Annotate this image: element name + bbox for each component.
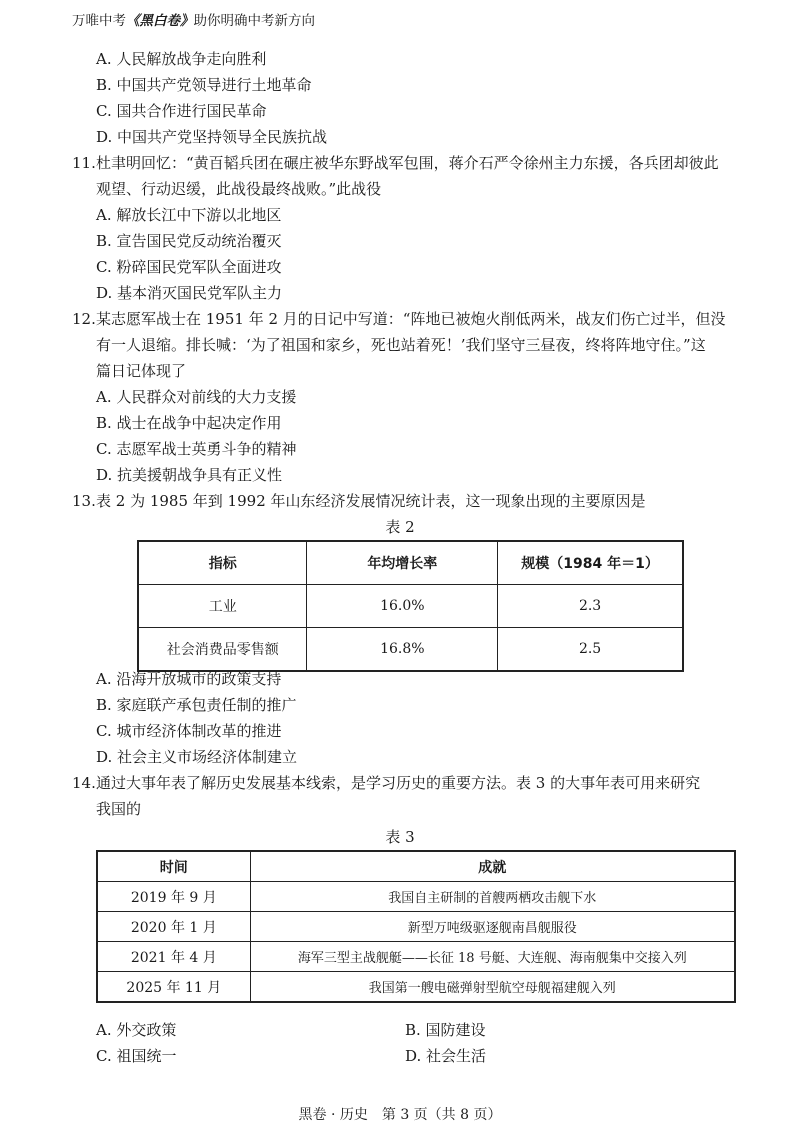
- table3-caption: 表 3: [385, 828, 415, 846]
- table2-cell: 社会消费品零售额: [138, 628, 307, 672]
- table2-cell: 工业: [138, 585, 307, 628]
- q10-option-d[interactable]: D. 中国共产党坚持领导全民族抗战: [96, 128, 328, 146]
- table2-cell: 2.5: [498, 628, 683, 672]
- q12-stem-line2: 有一人退缩。排长喊：‘为了祖国和家乡，死也站着死！’我们坚守三昼夜，终将阵地守住。”这: [96, 336, 706, 354]
- table3-cell: 2025 年 11 月: [97, 972, 250, 1003]
- page-footer: 黑卷 · 历史 第 3 页（共 8 页）: [298, 1107, 502, 1123]
- q12-stem: [72, 309, 725, 329]
- q11-option-a[interactable]: A. 解放长江中下游以北地区: [96, 206, 282, 224]
- q11-option-c[interactable]: C. 粉碎国民党军队全面进攻: [96, 258, 282, 276]
- q14-number: 14.: [72, 774, 96, 792]
- table3-cell: 我国第一艘电磁弹射型航空母舰福建舰入列: [250, 972, 735, 1003]
- table3-header-time: 时间: [97, 851, 250, 882]
- q13-option-d[interactable]: D. 社会主义市场经济体制建立: [96, 748, 298, 766]
- q12-option-c[interactable]: C. 志愿军战士英勇斗争的精神: [96, 440, 297, 458]
- table-row: [97, 882, 735, 912]
- table2-cell: 2.3: [498, 585, 683, 628]
- q11-option-b[interactable]: B. 宣告国民党反动统治覆灭: [96, 232, 282, 250]
- page-header: [72, 9, 315, 29]
- table2-header-growth: 年均增长率: [307, 541, 498, 585]
- q14-option-a[interactable]: A. 外交政策: [96, 1021, 177, 1039]
- header-prefix: 万唯中考: [72, 13, 126, 29]
- table-row: [138, 585, 683, 628]
- q12-number: 12.: [72, 310, 96, 328]
- q13-option-b[interactable]: B. 家庭联产承包责任制的推广: [96, 696, 297, 714]
- header-suffix: 助你明确中考新方向: [193, 13, 315, 29]
- q11-option-d[interactable]: D. 基本消灭国民党军队主力: [96, 284, 283, 302]
- table-row: [97, 942, 735, 972]
- q14-stem: [72, 773, 700, 793]
- table-row: [97, 972, 735, 1003]
- q14-option-c[interactable]: C. 祖国统一: [96, 1047, 177, 1065]
- q11-stem-line2: 观望、行动迟缓，此战役最终战败。”此战役: [96, 180, 382, 198]
- table2-header-row: [138, 541, 683, 585]
- q12-stem-line3: 篇日记体现了: [96, 362, 187, 380]
- q11-number: 11.: [72, 154, 96, 172]
- q14-option-b[interactable]: B. 国防建设: [405, 1021, 486, 1039]
- q10-option-a[interactable]: A. 人民解放战争走向胜利: [96, 50, 267, 68]
- table3-cell: 2020 年 1 月: [97, 912, 250, 942]
- table2-cell: 16.8%: [307, 628, 498, 672]
- table3: [96, 850, 736, 1003]
- q10-option-b[interactable]: B. 中国共产党领导进行土地革命: [96, 76, 312, 94]
- q14-stem-line2: 我国的: [96, 800, 142, 818]
- q13-option-c[interactable]: C. 城市经济体制改革的推进: [96, 722, 282, 740]
- table3-cell: 海军三型主战舰艇——长征 18 号艇、大连舰、海南舰集中交接入列: [250, 942, 735, 972]
- table3-cell: 我国自主研制的首艘两栖攻击舰下水: [250, 882, 735, 912]
- table2-caption: 表 2: [385, 518, 415, 536]
- q11-stem-line1: 杜聿明回忆：“黄百韬兵团在碾庄被华东野战军包围，蒋介石严令徐州主力东援，各兵团却彼此: [96, 154, 719, 172]
- table-row: [138, 628, 683, 672]
- q13-stem-text: 表 2 为 1985 年到 1992 年山东经济发展情况统计表，这一现象出现的主要原因是: [96, 492, 646, 510]
- q13-option-a[interactable]: A. 沿海开放城市的政策支持: [96, 670, 282, 688]
- q12-stem-line1: 某志愿军战士在 1951 年 2 月的日记中写道：“阵地已被炮火削低两米，战友们伤亡过半，但没: [96, 310, 726, 328]
- table-row: [97, 912, 735, 942]
- table2-header-indicator: 指标: [138, 541, 307, 585]
- q12-option-d[interactable]: D. 抗美援朝战争具有正义性: [96, 466, 283, 484]
- header-brand: 《黑白卷》: [126, 13, 194, 29]
- table2-header-scale: 规模（1984 年＝1）: [498, 541, 683, 585]
- table3-cell: 2019 年 9 月: [97, 882, 250, 912]
- q13-stem: [72, 491, 646, 511]
- q11-stem: [72, 153, 719, 173]
- q14-option-d[interactable]: D. 社会生活: [405, 1047, 487, 1065]
- q14-stem-line1: 通过大事年表了解历史发展基本线索，是学习历史的重要方法。表 3 的大事年表可用来研究: [96, 774, 701, 792]
- table2: [137, 540, 684, 672]
- q10-option-c[interactable]: C. 国共合作进行国民革命: [96, 102, 267, 120]
- table3-cell: 2021 年 4 月: [97, 942, 250, 972]
- table3-cell: 新型万吨级驱逐舰南昌舰服役: [250, 912, 735, 942]
- q13-number: 13.: [72, 492, 96, 510]
- table3-header-achievement: 成就: [250, 851, 735, 882]
- q12-option-b[interactable]: B. 战士在战争中起决定作用: [96, 414, 282, 432]
- table2-cell: 16.0%: [307, 585, 498, 628]
- table3-header-row: [97, 851, 735, 882]
- q12-option-a[interactable]: A. 人民群众对前线的大力支援: [96, 388, 297, 406]
